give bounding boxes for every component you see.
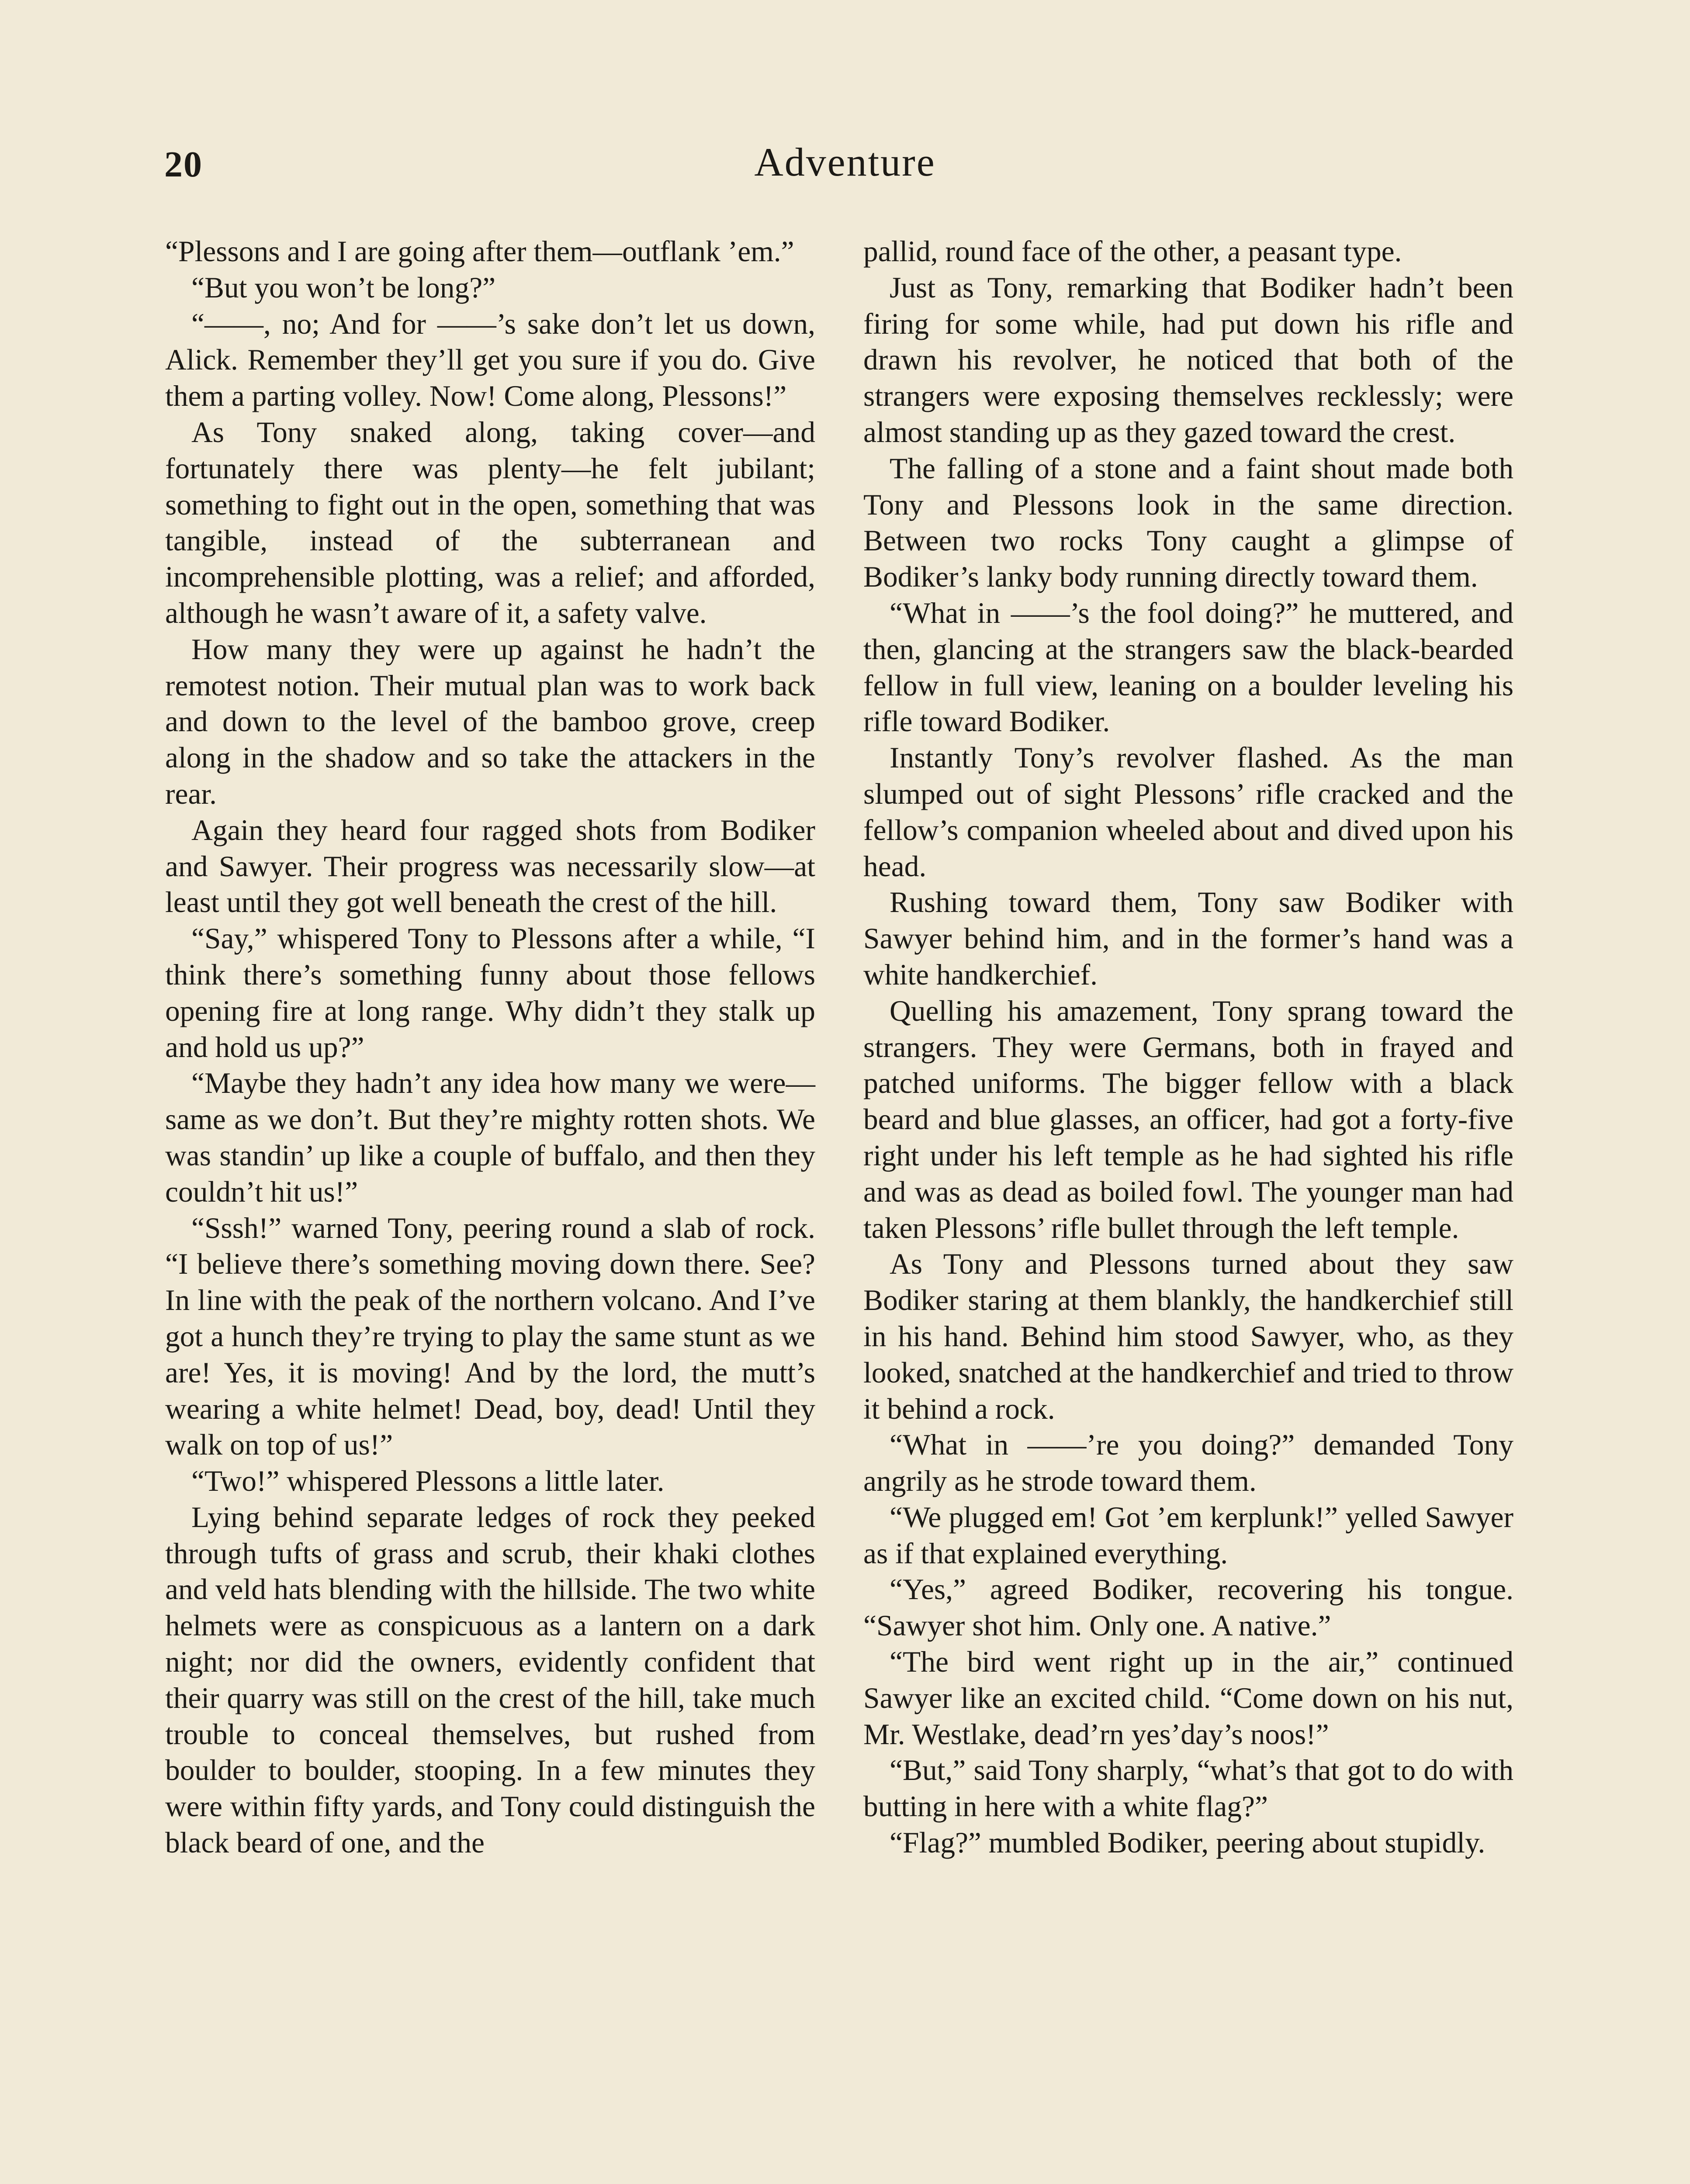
paragraph: Quelling his amazement, Tony sprang toward the strangers. They were Germans, both in frayed and patched uniforms. The bigger fellow with a black beard and blue glasses, an officer, had got a forty-five right under his left temple as he had sighted his rifle and was as dead as boiled fowl. The younger man had taken Plessons’ rifle bullet through the left temple. (863, 994, 1513, 1244)
page-number: 20 (164, 144, 203, 185)
paragraph: Again they heard four ragged shots from Bodiker and Sawyer. Their progress was necessarily slow—at least until they got well beneath the crest of the hill. (165, 813, 815, 919)
paragraph: As Tony snaked along, taking cover—and fortunately there was plenty—he felt jubilant; something to fight out in the open, something that was tangible, instead of the subterranean and incomprehensible plotting, was a relief; and afforded, although he wasn’t aware of it, a safety valve. (165, 415, 815, 629)
paragraph: Rushing toward them, Tony saw Bodiker with Sawyer behind him, and in the former’s hand was a white handkerchief. (863, 886, 1513, 991)
running-head (0, 139, 1690, 187)
paragraph: “We plugged em! Got ’em kerplunk!” yelled Sawyer as if that explained everything. (863, 1500, 1513, 1570)
paragraph: “The bird went right up in the air,” continued Sawyer like an excited child. “Come down on his nut, Mr. Westlake, dead’rn yes’day’s noos!” (863, 1645, 1513, 1751)
magazine-title: Adventure (754, 140, 936, 184)
paragraph: “Sssh!” warned Tony, peering round a slab of rock. “I believe there’s something moving down there. See? In line with the peak of the northern volcano. And I’ve got a hunch they’re trying to play the same stunt as we are! Yes, it is moving! And by the lord, the mutt’s wearing a white helmet! Dead, boy, dead! Until they walk on top of us!” (165, 1211, 815, 1462)
paragraph: “Yes,” agreed Bodiker, recovering his tongue. “Sawyer shot him. Only one. A native.” (863, 1573, 1513, 1642)
paragraph: Just as Tony, remarking that Bodiker hadn’t been firing for some while, had put down his rifle and drawn his revolver, he noticed that both of the strangers were exposing themselves recklessly; were almost standing up as they gazed toward the crest. (863, 271, 1513, 449)
paragraph: “But,” said Tony sharply, “what’s that got to do with butting in here with a white flag?” (863, 1754, 1513, 1823)
paragraph: “Say,” whispered Tony to Plessons after a while, “I think there’s something funny about those fellows opening fire at long range. Why didn’t they stalk up and hold us up?” (165, 922, 815, 1064)
paragraph: “What in ——’re you doing?” demanded Tony angrily as he strode toward them. (863, 1428, 1513, 1498)
paragraph: How many they were up against he hadn’t the remotest notion. Their mutual plan was to work back and down to the level of the bamboo grove, creep along in the shadow and so take the attackers in the rear. (165, 632, 815, 810)
right-column (863, 234, 1513, 1861)
paragraph: Lying behind separate ledges of rock they peeked through tufts of grass and scrub, their khaki clothes and veld hats blending with the hillside. The two white helmets were as conspicuous as a lantern on a dark night; nor did the owners, evidently confident that their quarry was still on the crest of the hill, take much trouble to conceal themselves, but rushed from boulder to boulder, stooping. In a few minutes they were within fifty yards, and Tony could distinguish the black beard of one, and the (165, 1500, 815, 1859)
paragraph: “Two!” whispered Plessons a little later. (191, 1465, 665, 1498)
paragraph: “Plessons and I are going after them—outflank ’em.” (165, 235, 794, 268)
paragraph: Instantly Tony’s revolver flashed. As the man slumped out of sight Plessons’ rifle cracked and the fellow’s companion wheeled about and dived upon his head. (863, 741, 1513, 883)
paragraph: “But you won’t be long?” (191, 271, 496, 304)
paragraph: As Tony and Plessons turned about they saw Bodiker staring at them blankly, the handkerchief still in his hand. Behind him stood Sawyer, who, as they looked, snatched at the handkerchief and tried to throw it behind a rock. (863, 1248, 1513, 1425)
paragraph: The falling of a stone and a faint shout made both Tony and Plessons look in the same direction. Between two rocks Tony caught a glimpse of Bodiker’s lanky body running directly toward them. (863, 452, 1513, 594)
paragraph: “What in ——’s the fool doing?” he muttered, and then, glancing at the strangers saw the black-bearded fellow in full view, leaning on a boulder leveling his rifle toward Bodiker. (863, 596, 1513, 738)
paragraph: “Maybe they hadn’t any idea how many we were—same as we don’t. But they’re mighty rotten shots. We was standin’ up like a couple of buffalo, and then they couldn’t hit us!” (165, 1067, 815, 1208)
paragraph: “Flag?” mumbled Bodiker, peering about stupidly. (890, 1826, 1486, 1859)
paragraph-continuation: pallid, round face of the other, a peasant type. (863, 235, 1402, 268)
left-column (165, 234, 815, 1861)
paragraph: “——, no; And for ——’s sake don’t let us down, Alick. Remember they’ll get you sure if you do. Give them a parting volley. Now! Come along, Plessons!” (165, 307, 815, 413)
